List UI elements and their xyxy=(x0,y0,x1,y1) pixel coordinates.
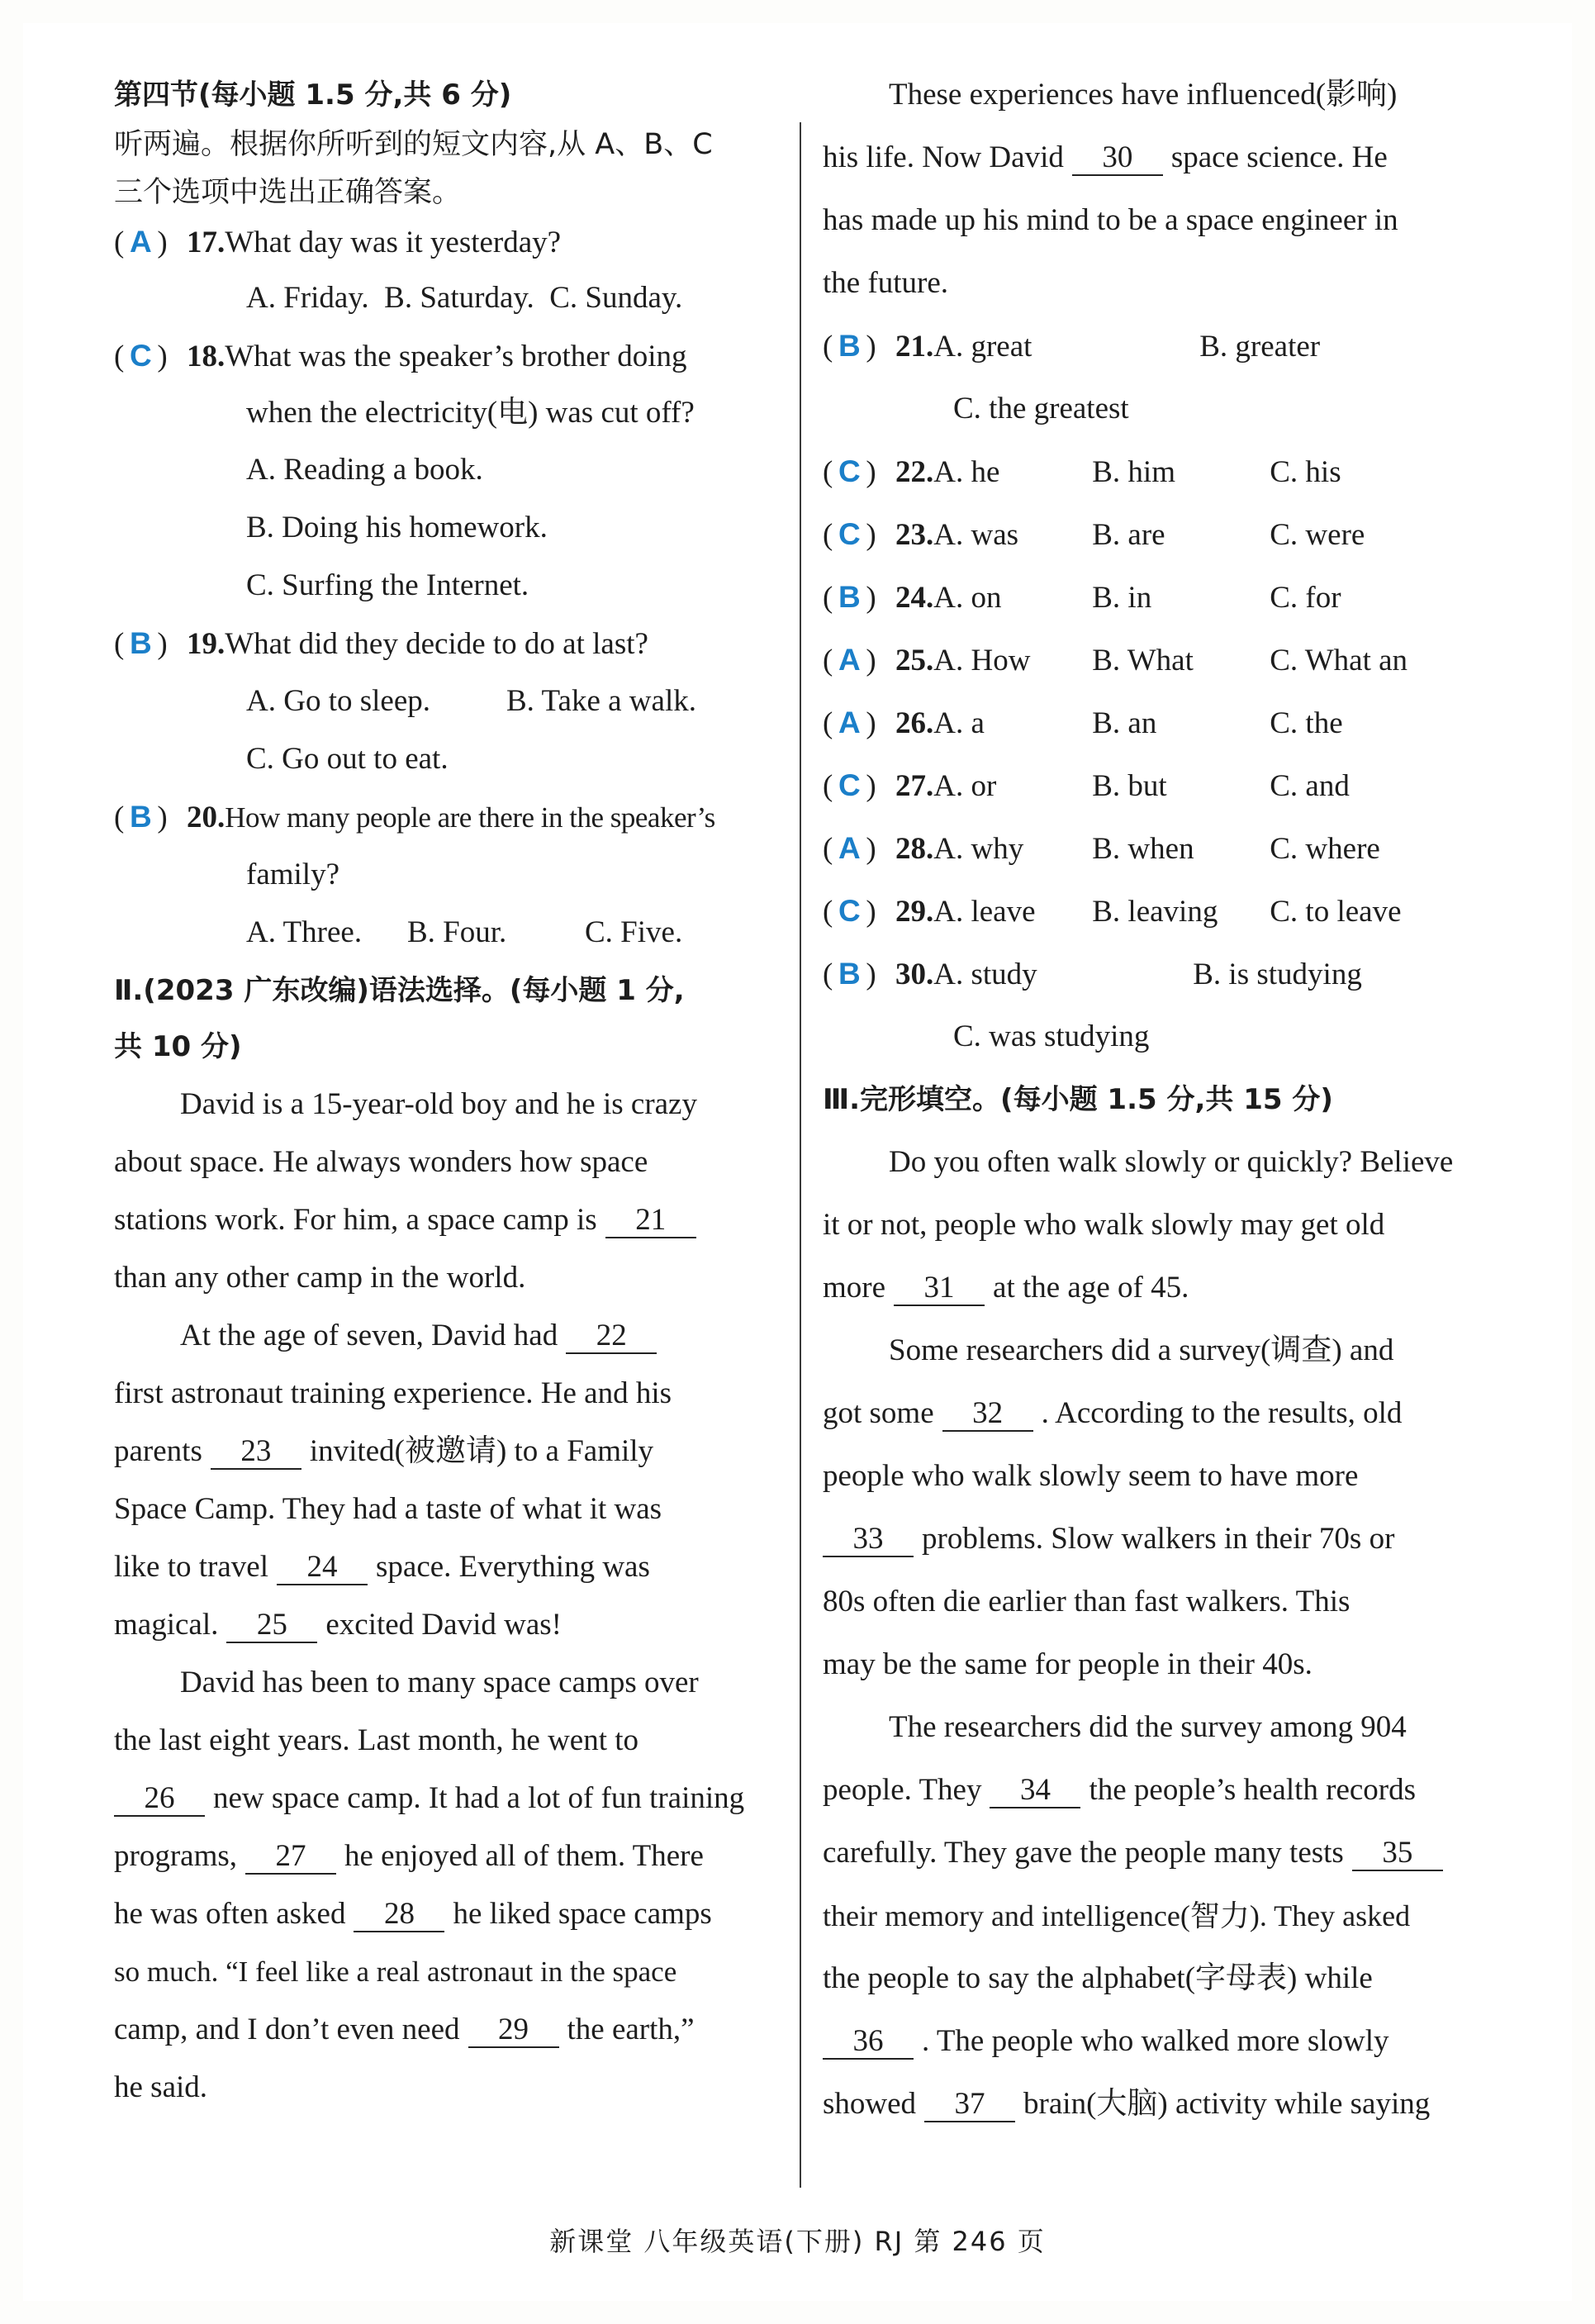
passage-line: got some 32 . According to the results, old xyxy=(823,1396,1403,1430)
question-19: ( B ) 19.What did they decide to do at last? xyxy=(114,623,648,665)
answer-mark: B xyxy=(129,800,152,834)
passage-line: first astronaut training experience. He and his xyxy=(114,1376,672,1410)
blank-32[interactable]: 32 xyxy=(942,1397,1033,1432)
option: A. Reading a book. xyxy=(246,453,483,487)
passage-line: parents 23 invited(被邀请) to a Family xyxy=(114,1434,654,1468)
passage-line: 33 problems. Slow walkers in their 70s or xyxy=(823,1518,1394,1560)
option: C. the greatest xyxy=(953,392,1129,425)
blank-25[interactable]: 25 xyxy=(226,1609,317,1643)
option: B. Doing his homework. xyxy=(246,511,548,544)
question-18: ( C ) 18.What was the speaker’s brother doing xyxy=(114,335,687,378)
answer-mark: C xyxy=(129,339,152,373)
blank-23[interactable]: 23 xyxy=(211,1435,301,1470)
blank-33[interactable]: 33 xyxy=(823,1523,914,1557)
answer-mark: C xyxy=(838,454,861,488)
option: C. Surfing the Internet. xyxy=(246,568,529,602)
passage-line: 26 new space camp. It had a lot of fun training xyxy=(114,1778,744,1819)
question-24: ( B ) 24.A. on B. in C. for xyxy=(823,577,1341,619)
blank-37[interactable]: 37 xyxy=(924,2088,1015,2122)
blank-31[interactable]: 31 xyxy=(894,1271,985,1306)
passage-line: more 31 at the age of 45. xyxy=(823,1271,1189,1305)
blank-34[interactable]: 34 xyxy=(990,1774,1080,1808)
answer-mark: A xyxy=(129,225,152,259)
passage-line: carefully. They gave the people many tests 35 xyxy=(823,1832,1451,1874)
passage-line: At the age of seven, David had 22 xyxy=(180,1315,665,1357)
answer-mark: B xyxy=(129,626,152,660)
passage-line: he said. xyxy=(114,2070,208,2104)
blank-29[interactable]: 29 xyxy=(468,2013,559,2048)
section2-title: Ⅱ.(2023 广东改编)语法选择。(每小题 1 分, xyxy=(114,974,685,1007)
passage-line: 80s often die earlier than fast walkers. This xyxy=(823,1585,1351,1618)
blank-28[interactable]: 28 xyxy=(354,1898,444,1932)
blank-27[interactable]: 27 xyxy=(245,1840,336,1875)
blank-26[interactable]: 26 xyxy=(114,1782,205,1817)
passage-line: magical. 25 excited David was! xyxy=(114,1608,562,1642)
question-20: ( B ) 20.How many people are there in the speaker’s xyxy=(114,796,715,839)
passage-line: 36 . The people who walked more slowly xyxy=(823,2021,1389,2062)
question-18-cont: when the electricity(电) was cut off? xyxy=(246,396,695,430)
passage-line: programs, 27 he enjoyed all of them. There xyxy=(114,1839,704,1873)
passage-line: stations work. For him, a space camp is 21 xyxy=(114,1200,705,1241)
answer-mark: B xyxy=(838,329,861,363)
page xyxy=(23,23,1572,2301)
options-19: A. Go to sleep. B. Take a walk. xyxy=(246,684,696,718)
passage-line: he was often asked 28 he liked space camps xyxy=(114,1897,712,1931)
question-29: ( C ) 29.A. leave B. leaving C. to leave xyxy=(823,891,1402,933)
blank-24[interactable]: 24 xyxy=(277,1551,368,1585)
passage-line: than any other camp in the world. xyxy=(114,1261,526,1295)
section2-title: 共 10 分) xyxy=(114,1030,242,1063)
blank-21[interactable]: 21 xyxy=(605,1204,696,1238)
question-22: ( C ) 22.A. he B. him C. his xyxy=(823,451,1341,493)
question-30: ( B ) 30.A. study B. is studying xyxy=(823,953,1362,996)
answer-mark: A xyxy=(838,831,861,865)
options-17: A. Friday. B. Saturday. C. Sunday. xyxy=(246,281,683,315)
option: C. Go out to eat. xyxy=(246,742,449,776)
blank-30[interactable]: 30 xyxy=(1072,141,1163,176)
passage-line: the people to say the alphabet(字母表) while xyxy=(823,1961,1373,1995)
passage-line: These experiences have influenced(影响) xyxy=(889,78,1398,112)
question-25: ( A ) 25.A. How B. What C. What an xyxy=(823,639,1407,682)
passage-line: people who walk slowly seem to have more xyxy=(823,1459,1359,1493)
answer-mark: C xyxy=(838,894,861,928)
passage-line: like to travel 24 space. Everything was xyxy=(114,1550,650,1584)
passage-line: has made up his mind to be a space engineer in xyxy=(823,203,1398,237)
passage-line: it or not, people who walk slowly may get old xyxy=(823,1208,1385,1242)
answer-mark: A xyxy=(838,643,861,677)
passage-line: David has been to many space camps over xyxy=(180,1666,699,1699)
question-28: ( A ) 28.A. why B. when C. where xyxy=(823,828,1380,870)
passage-line: may be the same for people in their 40s. xyxy=(823,1647,1313,1681)
page-footer: 新课堂 八年级英语(下册) RJ 第 246 页 xyxy=(549,2226,1046,2257)
section4-instruction: 三个选项中选出正确答案。 xyxy=(114,176,462,209)
answer-mark: B xyxy=(838,957,861,991)
passage-line: Some researchers did a survey(调查) and xyxy=(889,1333,1394,1367)
answer-mark: C xyxy=(838,768,861,802)
passage-line: so much. “I feel like a real astronaut in the space xyxy=(114,1956,677,1988)
passage-line: David is a 15-year-old boy and he is crazy xyxy=(180,1087,697,1121)
passage-line: showed 37 brain(大脑) activity while saying xyxy=(823,2087,1431,2121)
passage-line: the last eight years. Last month, he went to xyxy=(114,1723,639,1757)
question-20-cont: family? xyxy=(246,858,340,891)
question-21: ( B ) 21.A. great B. greater xyxy=(823,326,1320,368)
column-divider xyxy=(800,122,801,2188)
passage-line: the future. xyxy=(823,266,949,300)
question-17: ( A ) 17.What day was it yesterday? xyxy=(114,221,561,264)
answer-mark: A xyxy=(838,706,861,739)
section4-instruction: 听两遍。根据你所听到的短文内容,从 A、B、C xyxy=(114,128,713,161)
question-26: ( A ) 26.A. a B. an C. the xyxy=(823,702,1343,744)
answer-mark: C xyxy=(838,517,861,551)
blank-36[interactable]: 36 xyxy=(823,2025,914,2060)
blank-35[interactable]: 35 xyxy=(1352,1837,1443,1871)
passage-line: about space. He always wonders how space xyxy=(114,1145,648,1179)
passage-line: their memory and intelligence(智力). They asked xyxy=(823,1899,1411,1932)
passage-line: his life. Now David 30 space science. He xyxy=(823,140,1388,174)
passage-line: Do you often walk slowly or quickly? Believe xyxy=(889,1145,1454,1179)
blank-22[interactable]: 22 xyxy=(566,1319,657,1354)
passage-line: The researchers did the survey among 904 xyxy=(889,1710,1407,1744)
section4-title: 第四节(每小题 1.5 分,共 6 分) xyxy=(114,78,512,112)
options-20: A. Three. B. Four. C. Five. xyxy=(246,915,683,949)
section3-title: Ⅲ.完形填空。(每小题 1.5 分,共 15 分) xyxy=(823,1083,1333,1116)
option: C. was studying xyxy=(953,1019,1150,1053)
answer-mark: B xyxy=(838,580,861,614)
question-23: ( C ) 23.A. was B. are C. were xyxy=(823,514,1365,556)
question-27: ( C ) 27.A. or B. but C. and xyxy=(823,765,1350,807)
passage-line: Space Camp. They had a taste of what it was xyxy=(114,1492,662,1526)
passage-line: camp, and I don’t even need 29 the earth,” xyxy=(114,2013,695,2046)
passage-line: people. They 34 the people’s health records xyxy=(823,1773,1417,1807)
